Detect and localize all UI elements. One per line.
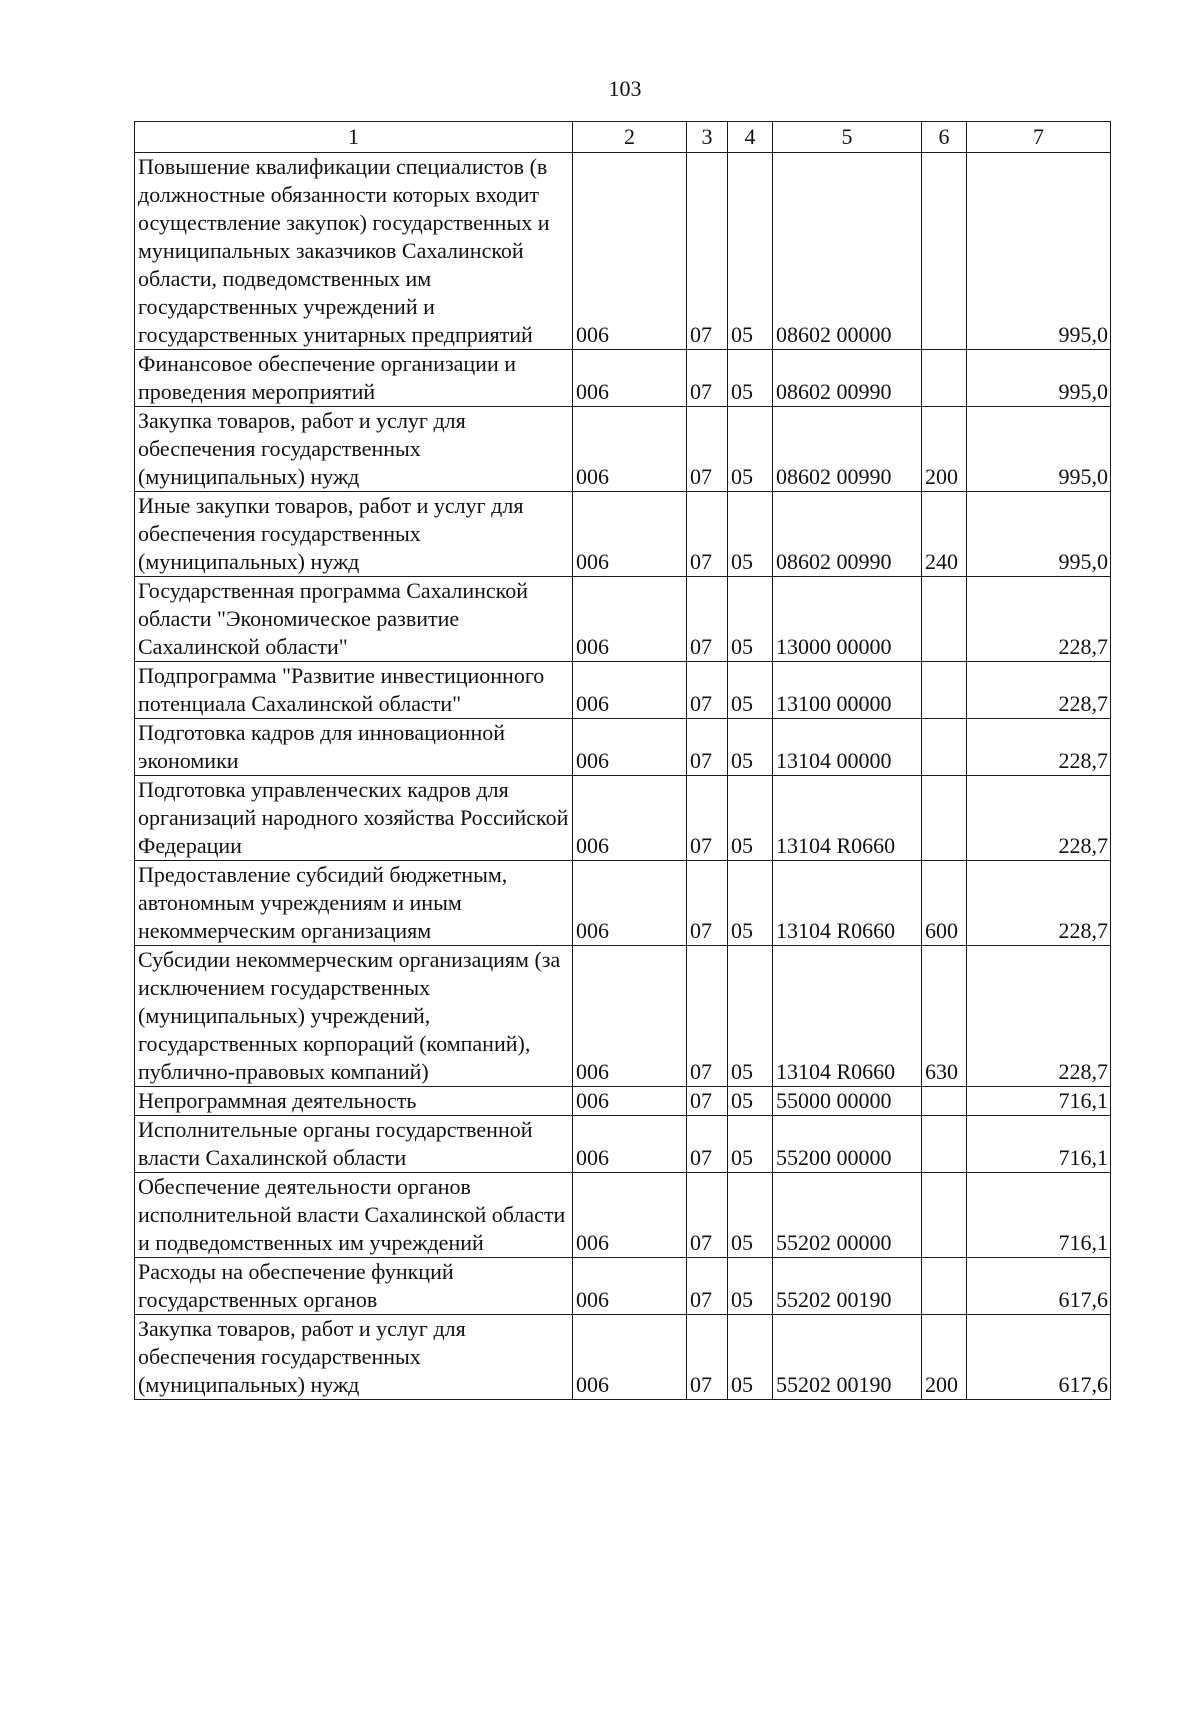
- expense-type-cell: 630: [922, 946, 967, 1087]
- target-article-cell: 13104 R0660: [773, 946, 922, 1087]
- row-name-cell: Расходы на обеспечение функций государственных органов: [135, 1258, 573, 1315]
- section-cell: 07: [687, 1173, 728, 1258]
- expense-type-cell: 200: [922, 407, 967, 492]
- target-article-cell: 08602 00990: [773, 350, 922, 407]
- table-row: [135, 1116, 1111, 1173]
- expense-type-cell: [922, 1258, 967, 1315]
- code-cell: 006: [573, 1258, 687, 1315]
- subsection-cell: 05: [728, 946, 773, 1087]
- section-cell: 07: [687, 407, 728, 492]
- target-article-cell: 55000 00000: [773, 1087, 922, 1116]
- code-cell: 006: [573, 577, 687, 662]
- subsection-cell: 05: [728, 662, 773, 719]
- section-cell: 07: [687, 350, 728, 407]
- column-header: 2: [573, 122, 687, 153]
- target-article-cell: 08602 00990: [773, 492, 922, 577]
- row-name-cell: Закупка товаров, работ и услуг для обеспечения государственных (муниципальных) нужд: [135, 407, 573, 492]
- section-cell: 07: [687, 1258, 728, 1315]
- amount-cell: 228,7: [967, 662, 1111, 719]
- target-article-cell: 13100 00000: [773, 662, 922, 719]
- section-cell: 07: [687, 1087, 728, 1116]
- row-name-cell: Обеспечение деятельности органов исполнительной власти Сахалинской области и подведомственных им учреждений: [135, 1173, 573, 1258]
- table-row: [135, 153, 1111, 350]
- amount-cell: 995,0: [967, 153, 1111, 350]
- code-cell: 006: [573, 492, 687, 577]
- target-article-cell: 13104 00000: [773, 719, 922, 776]
- target-article-cell: 55202 00190: [773, 1315, 922, 1400]
- section-cell: 07: [687, 719, 728, 776]
- code-cell: 006: [573, 861, 687, 946]
- code-cell: 006: [573, 776, 687, 861]
- target-article-cell: 08602 00990: [773, 407, 922, 492]
- subsection-cell: 05: [728, 776, 773, 861]
- code-cell: 006: [573, 153, 687, 350]
- code-cell: 006: [573, 407, 687, 492]
- target-article-cell: 13104 R0660: [773, 776, 922, 861]
- table-row: [135, 861, 1111, 946]
- expense-type-cell: [922, 350, 967, 407]
- table-row: [135, 1087, 1111, 1116]
- subsection-cell: 05: [728, 1087, 773, 1116]
- row-name-cell: Предоставление субсидий бюджетным, автономным учреждениям и иным некоммерческим организациям: [135, 861, 573, 946]
- column-header: 4: [728, 122, 773, 153]
- table-row: [135, 946, 1111, 1087]
- code-cell: 006: [573, 719, 687, 776]
- column-header: 5: [773, 122, 922, 153]
- section-cell: 07: [687, 153, 728, 350]
- row-name-cell: Финансовое обеспечение организации и проведения мероприятий: [135, 350, 573, 407]
- subsection-cell: 05: [728, 1116, 773, 1173]
- row-name-cell: Повышение квалификации специалистов (в должностные обязанности которых входит осуществление закупок) государственных и муниципальных заказчиков Сахалинской области, подведомственных им государственных учреждений и государственных унитарных предприятий: [135, 153, 573, 350]
- subsection-cell: 05: [728, 719, 773, 776]
- code-cell: 006: [573, 1116, 687, 1173]
- amount-cell: 228,7: [967, 577, 1111, 662]
- table-row: [135, 1173, 1111, 1258]
- expense-type-cell: [922, 153, 967, 350]
- subsection-cell: 05: [728, 1173, 773, 1258]
- section-cell: 07: [687, 776, 728, 861]
- section-cell: 07: [687, 946, 728, 1087]
- code-cell: 006: [573, 1173, 687, 1258]
- budget-table: [134, 121, 1111, 1400]
- page-number: 103: [608, 76, 642, 101]
- amount-cell: 716,1: [967, 1087, 1111, 1116]
- subsection-cell: 05: [728, 861, 773, 946]
- table-row: [135, 662, 1111, 719]
- row-name-cell: Подготовка кадров для инновационной экономики: [135, 719, 573, 776]
- target-article-cell: 55200 00000: [773, 1116, 922, 1173]
- section-cell: 07: [687, 662, 728, 719]
- expense-type-cell: [922, 776, 967, 861]
- target-article-cell: 13000 00000: [773, 577, 922, 662]
- subsection-cell: 05: [728, 407, 773, 492]
- section-cell: 07: [687, 861, 728, 946]
- subsection-cell: 05: [728, 350, 773, 407]
- subsection-cell: 05: [728, 577, 773, 662]
- column-header: 1: [135, 122, 573, 153]
- amount-cell: 995,0: [967, 492, 1111, 577]
- table-row: [135, 350, 1111, 407]
- amount-cell: 228,7: [967, 776, 1111, 861]
- table-row: [135, 492, 1111, 577]
- table-row: [135, 719, 1111, 776]
- column-header: 7: [967, 122, 1111, 153]
- expense-type-cell: [922, 1173, 967, 1258]
- amount-cell: 716,1: [967, 1173, 1111, 1258]
- amount-cell: 995,0: [967, 350, 1111, 407]
- section-cell: 07: [687, 577, 728, 662]
- code-cell: 006: [573, 1315, 687, 1400]
- target-article-cell: 13104 R0660: [773, 861, 922, 946]
- row-name-cell: Исполнительные органы государственной власти Сахалинской области: [135, 1116, 573, 1173]
- amount-cell: 228,7: [967, 946, 1111, 1087]
- table-row: [135, 1258, 1111, 1315]
- target-article-cell: 08602 00000: [773, 153, 922, 350]
- subsection-cell: 05: [728, 1258, 773, 1315]
- code-cell: 006: [573, 946, 687, 1087]
- code-cell: 006: [573, 1087, 687, 1116]
- section-cell: 07: [687, 492, 728, 577]
- expense-type-cell: [922, 719, 967, 776]
- amount-cell: 228,7: [967, 719, 1111, 776]
- amount-cell: 716,1: [967, 1116, 1111, 1173]
- table-row: [135, 407, 1111, 492]
- expense-type-cell: 600: [922, 861, 967, 946]
- amount-cell: 617,6: [967, 1258, 1111, 1315]
- expense-type-cell: 200: [922, 1315, 967, 1400]
- row-name-cell: Государственная программа Сахалинской области "Экономическое развитие Сахалинской области": [135, 577, 573, 662]
- target-article-cell: 55202 00190: [773, 1258, 922, 1315]
- amount-cell: 228,7: [967, 861, 1111, 946]
- row-name-cell: Подготовка управленческих кадров для организаций народного хозяйства Российской Федерации: [135, 776, 573, 861]
- code-cell: 006: [573, 662, 687, 719]
- column-header: 3: [687, 122, 728, 153]
- table-row: [135, 776, 1111, 861]
- row-name-cell: Субсидии некоммерческим организациям (за исключением государственных (муниципальных) учреждений, государственных корпораций (компаний), публично-правовых компаний): [135, 946, 573, 1087]
- row-name-cell: Иные закупки товаров, работ и услуг для обеспечения государственных (муниципальных) нужд: [135, 492, 573, 577]
- subsection-cell: 05: [728, 153, 773, 350]
- subsection-cell: 05: [728, 1315, 773, 1400]
- table-row: [135, 1315, 1111, 1400]
- row-name-cell: Подпрограмма "Развитие инвестиционного потенциала Сахалинской области": [135, 662, 573, 719]
- row-name-cell: Непрограммная деятельность: [135, 1087, 573, 1116]
- amount-cell: 617,6: [967, 1315, 1111, 1400]
- table-row: [135, 577, 1111, 662]
- expense-type-cell: [922, 577, 967, 662]
- column-header: 6: [922, 122, 967, 153]
- expense-type-cell: [922, 1087, 967, 1116]
- table-body: [135, 153, 1111, 1400]
- expense-type-cell: [922, 662, 967, 719]
- expense-type-cell: [922, 1116, 967, 1173]
- target-article-cell: 55202 00000: [773, 1173, 922, 1258]
- expense-type-cell: 240: [922, 492, 967, 577]
- code-cell: 006: [573, 350, 687, 407]
- subsection-cell: 05: [728, 492, 773, 577]
- section-cell: 07: [687, 1116, 728, 1173]
- table-header-row: [135, 122, 1111, 153]
- row-name-cell: Закупка товаров, работ и услуг для обеспечения государственных (муниципальных) нужд: [135, 1315, 573, 1400]
- amount-cell: 995,0: [967, 407, 1111, 492]
- section-cell: 07: [687, 1315, 728, 1400]
